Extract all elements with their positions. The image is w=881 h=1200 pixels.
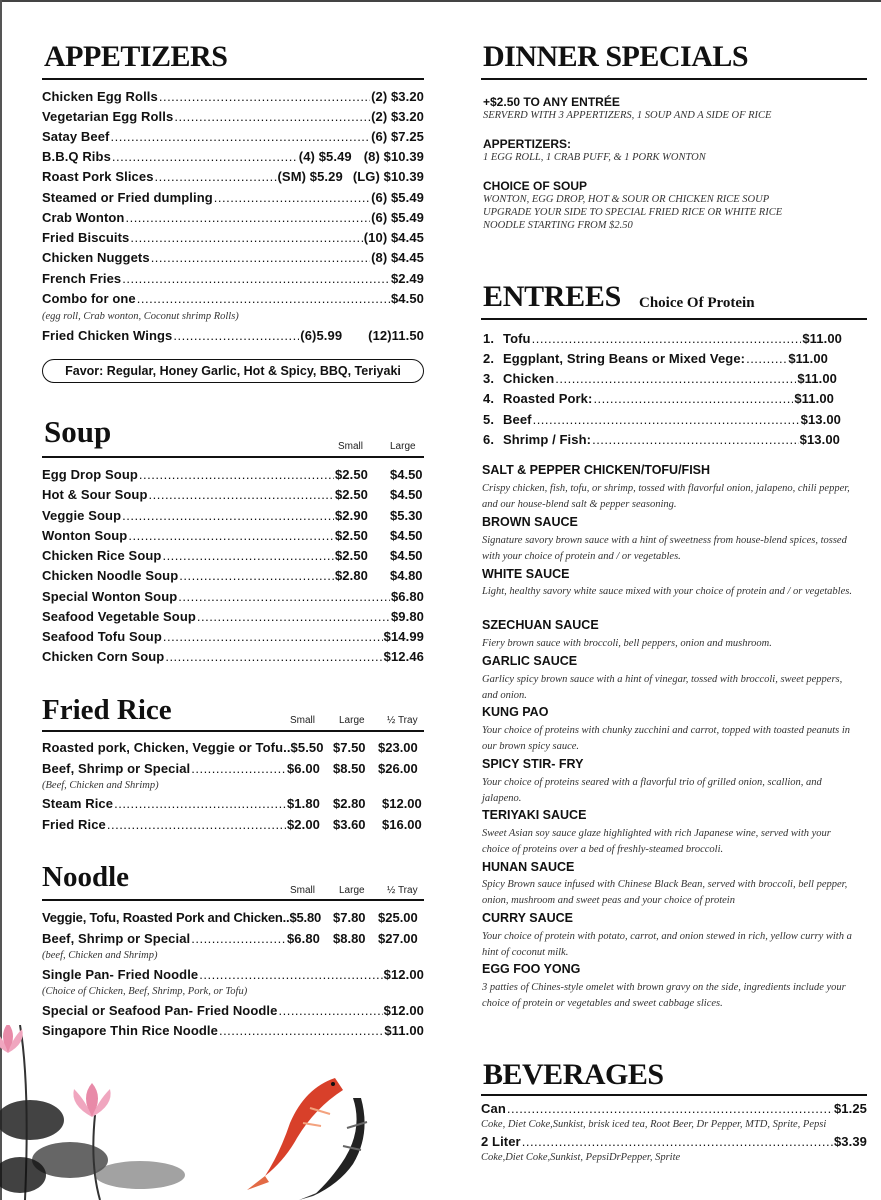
item-number: 6. [483,432,495,447]
item-price-small: $5.80 [289,910,322,925]
leader-dots [107,817,286,832]
fried-rice-title: Fried Rice [42,694,172,726]
menu-item-row [42,1003,424,1018]
col-small-header: Small [338,441,364,452]
item-name: Single Pan- Fried Noodle [42,967,199,982]
sauce-title: HUNAN SAUCE [482,860,575,874]
sauce-description: Sweet Asian soy sauce glaze highlighted with rich Japanese wine, served with your choice of proteins over a bed of freshly-steamed broccoli. [482,828,831,855]
item-price: $11.00 [788,351,828,366]
dinner-upgrade-note: UPGRADE YOUR SIDE TO SPECIAL FRIED RICE OR WHITE RICE [483,207,783,218]
leader-dots [199,967,382,982]
menu-item-row [42,910,320,925]
item-price: $13.00 [799,432,840,447]
leader-dots [593,391,793,406]
item-name: Can [481,1101,506,1116]
leader-dots [110,129,370,144]
lotus-leaf [0,1100,64,1140]
col-large-header: Large [390,441,416,452]
menu-item-row [42,487,368,502]
item-price: $6.80 [390,589,424,604]
item-price: $2.49 [390,271,424,286]
item-price: $14.99 [383,629,424,644]
item-price: $11.00 [802,331,842,346]
item-price: $4.50 [390,291,424,306]
protein-row [483,432,840,447]
item-price: $11.00 [794,391,834,406]
item-note: (beef, Chicken and Shrimp) [42,950,158,961]
item-name: Steam Rice [42,796,114,811]
item-name: Seafood Vegetable Soup [42,609,196,624]
menu-item-row [42,149,424,164]
item-name: Fried Chicken Wings [42,328,173,343]
leader-dots [130,230,362,245]
dinner-soup-heading: CHOICE OF SOUP [483,179,588,193]
item-name: Fried Rice [42,817,106,832]
item-number: 5. [483,412,495,427]
entrees-subtitle: Choice Of Protein [639,295,755,311]
item-name: Singapore Thin Rice Noodle [42,1023,218,1038]
leader-dots [163,629,383,644]
item-price: $9.80 [390,609,424,624]
noodle-rule [42,899,424,901]
item-name: Roasted Pork: [503,391,593,406]
sauce-description: Signature savory brown sauce with a hint of sweetness from house-blend spices, tossed with your choice of protein and / or vegetables. [482,535,847,562]
lotus-flower-illustration [0,1025,200,1200]
item-price-half-tray: $12.00 [382,796,422,811]
item-price-large: $4.80 [390,568,423,583]
item-price: $1.25 [833,1101,867,1116]
left-border [0,0,2,1200]
leader-dots [125,210,370,225]
menu-item-row [42,190,424,205]
leader-dots [174,109,370,124]
item-price-large: $4.50 [390,487,423,502]
menu-item-row [42,250,424,265]
item-name: Satay Beef [42,129,110,144]
item-price: (6) $5.49 [371,190,424,205]
item-price-large: (12)11.50 [368,328,424,343]
menu-item-row [42,740,324,755]
item-price-large: $8.80 [333,931,366,946]
menu-item-row [42,467,368,482]
leader-dots [114,796,286,811]
menu-item-row [42,328,424,343]
leader-dots [151,250,370,265]
menu-item-row [42,649,424,664]
item-price-half-tray: $27.00 [378,931,418,946]
leader-dots [162,548,334,563]
leader-dots [112,149,298,164]
item-name: Special or Seafood Pan- Fried Noodle [42,1003,278,1018]
item-price-half-tray: $25.00 [378,910,418,925]
leader-dots [532,331,802,346]
menu-item-row [42,528,368,543]
item-price: (10) $4.45 [363,230,424,245]
leader-dots [555,371,796,386]
leader-dots [592,432,799,447]
dinner-specials-title: DINNER SPECIALS [483,40,749,73]
item-price-half-tray: $26.00 [378,761,418,776]
item-price: $12.00 [383,1003,424,1018]
menu-item-row [42,230,424,245]
item-price-small: $2.50 [334,487,368,502]
menu-item-row [42,761,320,776]
protein-row [483,371,837,386]
item-note: (Beef, Chicken and Shrimp) [42,780,159,791]
item-price-small: $1.80 [286,796,320,811]
beverage-row [481,1101,867,1116]
item-name: Chicken Corn Soup [42,649,165,664]
sauce-title: TERIYAKI SAUCE [482,808,587,822]
col-half-tray-header: ½ Tray [387,885,418,896]
item-price-large: (LG) $10.39 [352,169,424,184]
item-price: (8) $4.45 [371,250,424,265]
item-name: Chicken Noodle Soup [42,568,179,583]
leader-dots [278,1003,382,1018]
item-name: B.B.Q Ribs [42,149,111,164]
item-price-large: $4.50 [390,467,423,482]
beverage-row [481,1134,867,1149]
item-price-small: $6.80 [286,931,320,946]
beverages-rule [481,1094,867,1096]
item-name: Special Wonton Soup [42,589,178,604]
leader-dots [128,528,334,543]
menu-item-row [42,967,424,982]
menu-item-row [42,817,320,832]
leader-dots [173,328,299,343]
leader-dots [507,1101,833,1116]
entrees-title: ENTREES [483,280,621,313]
leader-dots [746,351,787,366]
item-price-large: $7.50 [333,740,366,755]
lotus-flower [0,1025,23,1053]
item-price-large: $5.30 [390,508,423,523]
item-price-large: $4.50 [390,528,423,543]
sauce-description: Spicy Brown sauce infused with Chinese Black Bean, served with broccoli, bell pepper, onion, mushroom and sweet peas and your choice of protein [482,879,848,906]
col-large-header: Large [339,715,365,726]
menu-item-row [42,548,368,563]
protein-row [483,391,834,406]
item-name: Crab Wonton [42,210,125,225]
item-price: (2) $3.20 [371,89,424,104]
leader-dots [159,89,370,104]
item-name: Beef, Shrimp or Special [42,931,191,946]
protein-row [483,351,828,366]
protein-row [483,331,842,346]
item-price-large: $4.50 [390,548,423,563]
item-price-large: $2.80 [333,796,366,811]
wing-flavor-banner: Favor: Regular, Honey Garlic, Hot & Spicy, BBQ, Teriyaki [42,359,424,383]
item-name: Hot & Sour Soup [42,487,148,502]
noodle-title: Noodle [42,861,129,893]
leader-dots [155,169,277,184]
sauce-description: Garlicy spicy brown sauce with a hint of vinegar, tossed with broccoli, sweet peppers, and onion. [482,674,843,701]
item-name: 2 Liter [481,1134,521,1149]
sauce-description: 3 patties of Chines-style omelet with brown gravy on the side, ingredients include your choice of protein or vegetables and sweet cabbage slices. [482,982,846,1009]
item-price-large: (8) $10.39 [363,149,424,164]
dinner-appetizers-note: 1 EGG ROLL, 1 CRAB PUFF, & 1 PORK WONTON [483,152,706,163]
menu-item-row [42,291,424,306]
item-name: Veggie Soup [42,508,122,523]
sauce-description: Your choice of protein with potato, carrot, and onion stewed in rich, yellow curry with a hint of coconut milk. [482,931,852,958]
item-name: Eggplant, String Beans or Mixed Vege: [503,351,746,366]
leader-dots [122,508,334,523]
item-price: $3.39 [833,1134,867,1149]
leader-dots [522,1134,833,1149]
dinner-specials-rule [481,78,867,80]
item-name: Chicken Nuggets [42,250,150,265]
soup-title: Soup [44,414,112,449]
item-price-small: $2.80 [334,568,368,583]
dinner-appetizers-heading: APPERTIZERS: [483,137,572,151]
beverage-options: Coke,Diet Coke,Sunkist, PepsiDrPepper, Sprite [481,1152,681,1163]
combo-note: (egg roll, Crab wonton, Coconut shrimp Rolls) [42,311,239,322]
item-name: Vegetarian Egg Rolls [42,109,174,124]
leader-dots [137,291,390,306]
item-price-large: $7.80 [333,910,366,925]
leader-dots [178,589,390,604]
sauce-title: EGG FOO YONG [482,962,581,976]
sauce-description: Fiery brown sauce with broccoli, bell peppers, onion and mushroom. [482,638,772,649]
item-number: 2. [483,351,495,366]
item-name: Roast Pork Slices [42,169,154,184]
item-name: Roasted pork, Chicken, Veggie or Tofu.. [42,740,291,755]
item-name: Fried Biscuits [42,230,130,245]
sauce-description: Crispy chicken, fish, tofu, or shrimp, tossed with flavorful onion, jalapeno, chili pepper, and our house-blend salt & pepper seasoning. [482,483,850,510]
col-small-header: Small [290,885,316,896]
item-number: 3. [483,371,495,386]
item-price: (SM) $5.29 [277,169,343,184]
item-price-small: $6.00 [286,761,320,776]
item-price-small: $2.90 [334,508,368,523]
leader-dots [122,271,390,286]
item-name: Veggie, Tofu, Roasted Pork and Chicken.. [42,910,290,925]
leader-dots [191,931,286,946]
item-name: Chicken Egg Rolls [42,89,158,104]
menu-item-row [42,931,320,946]
red-koi-fish [247,1078,343,1190]
item-name: Combo for one [42,291,136,306]
item-name: Beef [503,412,532,427]
item-price: (6)5.99 [300,328,343,343]
item-name: Beef, Shrimp or Special [42,761,191,776]
menu-item-row [42,89,424,104]
item-name: Chicken Rice Soup [42,548,162,563]
leader-dots [219,1023,383,1038]
item-price-small: $2.00 [286,817,320,832]
sauce-title: CURRY SAUCE [482,911,573,925]
sauce-title: BROWN SAUCE [482,515,578,529]
menu-item-row [42,629,424,644]
sauce-title: SZECHUAN SAUCE [482,618,599,632]
item-note: (Choice of Chicken, Beef, Shrimp, Pork, or Tofu) [42,986,248,997]
col-small-header: Small [290,715,316,726]
item-price: (6) $7.25 [371,129,424,144]
menu-item-row [42,589,424,604]
item-name: Steamed or Fried dumpling [42,190,213,205]
beverage-options: Coke, Diet Coke,Sunkist, brisk iced tea, Root Beer, Dr Pepper, MTD, Sprite, Pepsi [481,1119,827,1130]
dinner-upcharge-note: SERVERD WITH 3 APPERTIZERS, 1 SOUP AND A SIDE OF RICE [483,110,772,121]
leader-dots [149,487,334,502]
top-border [0,0,881,2]
beverages-title: BEVERAGES [483,1058,664,1091]
item-number: 1. [483,331,495,346]
menu-item-row [42,271,424,286]
menu-item-row [42,109,424,124]
appetizers-title: APPETIZERS [44,40,228,73]
item-price-small: $5.50 [290,740,324,755]
menu-item-row [42,129,424,144]
sauce-description: Your choice of proteins with chunky zucchini and carrot, topped with toasted peanuts in our brown spicy sauce. [482,725,851,752]
menu-item-row [42,169,424,184]
lotus-leaf [95,1161,185,1189]
leader-dots [139,467,334,482]
entrees-rule [481,318,867,320]
sauce-title: GARLIC SAUCE [482,654,578,668]
item-name: Seafood Tofu Soup [42,629,162,644]
dinner-noodle-note: NOODLE STARTING FROM $2.50 [483,220,633,231]
item-price-half-tray: $16.00 [382,817,422,832]
item-price: $13.00 [800,412,841,427]
item-price: (6) $5.49 [371,210,424,225]
col-large-header: Large [339,885,365,896]
appetizers-rule [42,78,424,80]
item-price: (2) $3.20 [371,109,424,124]
item-name: Chicken [503,371,555,386]
sauce-title: KUNG PAO [482,705,549,719]
sauce-title: WHITE SAUCE [482,567,570,581]
item-name: Tofu [503,331,531,346]
item-price: $12.46 [383,649,424,664]
leader-dots [165,649,382,664]
menu-item-row [42,609,424,624]
item-price-large: $8.50 [333,761,366,776]
sauce-description: Light, healthy savory white sauce mixed with your choice of protein and / or vegetables. [482,586,852,597]
item-price-small: $2.50 [334,528,368,543]
item-name: Egg Drop Soup [42,467,138,482]
menu-item-row [42,796,320,811]
leader-dots [191,761,286,776]
soup-rule [42,456,424,458]
item-price-large: $3.60 [333,817,366,832]
item-price: $12.00 [383,967,424,982]
dinner-upcharge: +$2.50 TO ANY ENTRÉE [483,95,620,109]
item-name: Shrimp / Fish: [503,432,592,447]
protein-row [483,412,841,427]
menu-item-row [42,210,424,225]
leader-dots [533,412,800,427]
dinner-soup-note: WONTON, EGG DROP, HOT & SOUR OR CHICKEN RICE SOUP [483,194,770,205]
sauce-title: SALT & PEPPER CHICKEN/TOFU/FISH [482,463,711,477]
lotus-flower [73,1083,110,1117]
item-number: 4. [483,391,495,406]
menu-item-row [42,568,368,583]
menu-item-row [42,508,368,523]
item-price-small: $2.50 [334,548,368,563]
item-price: $11.00 [797,371,837,386]
koi-fish-illustration [235,1068,395,1200]
col-half-tray-header: ½ Tray [387,715,418,726]
item-price: $11.00 [384,1023,424,1038]
sauce-description: Your choice of proteins seared with a flavorful trio of grilled onion, scallion, and jalapeno. [482,777,822,804]
item-price-half-tray: $23.00 [378,740,418,755]
sauce-title: SPICY STIR- FRY [482,757,584,771]
leader-dots [179,568,334,583]
item-price: (4) $5.49 [298,149,352,164]
item-price-small: $2.50 [334,467,368,482]
leader-dots [214,190,370,205]
item-name: Wonton Soup [42,528,128,543]
fried-rice-rule [42,730,424,732]
item-name: French Fries [42,271,122,286]
leader-dots [197,609,390,624]
